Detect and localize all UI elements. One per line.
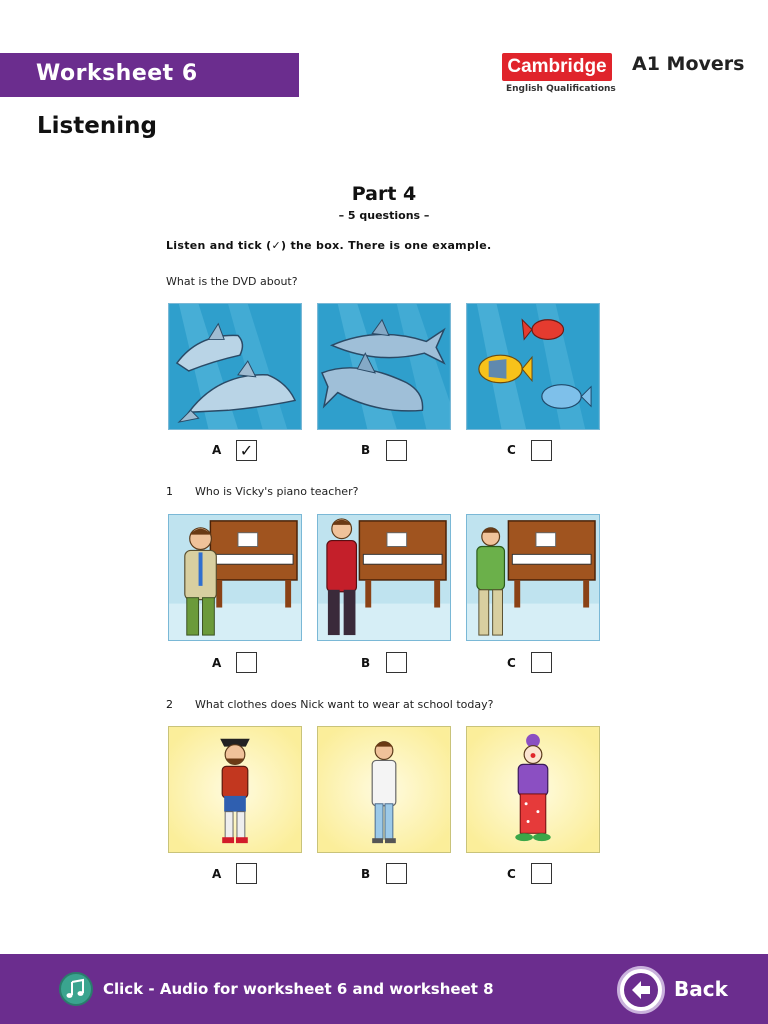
picture-dolphins	[168, 303, 302, 430]
question-2-text: What clothes does Nick want to wear at school today?	[195, 698, 494, 711]
answer-box-q1-c[interactable]	[531, 652, 552, 673]
picture-costume-b	[317, 726, 451, 853]
doctor-costume-illustration	[318, 727, 450, 852]
option-letter: A	[212, 443, 222, 457]
answer-box-q1-a[interactable]	[236, 652, 257, 673]
option-letter: A	[212, 867, 222, 881]
answer-box-example-a[interactable]: ✓	[236, 440, 257, 461]
question-number: 2	[166, 698, 173, 711]
piano-teacher-a-illustration	[169, 515, 301, 640]
picture-teacher-a	[168, 514, 302, 641]
exam-level: A1 Movers	[632, 53, 745, 75]
arrow-left-icon[interactable]	[617, 966, 665, 1014]
option-letter: B	[361, 656, 371, 670]
option-letter: A	[212, 656, 222, 670]
answer-box-q2-a[interactable]	[236, 863, 257, 884]
worksheet-banner	[0, 53, 299, 97]
option-letter: B	[361, 443, 371, 457]
answer-box-q2-b[interactable]	[386, 863, 407, 884]
music-note-icon[interactable]	[59, 972, 93, 1006]
option-letter: C	[507, 656, 516, 670]
part-title: Part 4	[351, 183, 417, 205]
cambridge-logo-subtitle: English Qualifications	[506, 84, 616, 94]
part-subtitle: – 5 questions –	[338, 209, 430, 222]
clown-costume-illustration	[467, 727, 599, 852]
picture-sharks	[317, 303, 451, 430]
arrow-left-glyph	[620, 969, 662, 1011]
question-1-text: Who is Vicky's piano teacher?	[195, 485, 359, 498]
picture-costume-c	[466, 726, 600, 853]
picture-costume-a	[168, 726, 302, 853]
answer-box-example-b[interactable]	[386, 440, 407, 461]
music-note-glyph	[61, 974, 91, 1004]
option-letter: C	[507, 867, 516, 881]
option-letter: B	[361, 867, 371, 881]
section-title: Listening	[37, 113, 157, 139]
picture-fish	[466, 303, 600, 430]
picture-teacher-c	[466, 514, 600, 641]
answer-box-example-c[interactable]	[531, 440, 552, 461]
answer-box-q2-c[interactable]	[531, 863, 552, 884]
question-number: 1	[166, 485, 173, 498]
pirate-costume-illustration	[169, 727, 301, 852]
fish-illustration	[467, 304, 599, 429]
answer-box-q1-b[interactable]	[386, 652, 407, 673]
cambridge-logo: Cambridge	[502, 53, 612, 81]
audio-link[interactable]: Click - Audio for worksheet 6 and worksheet 8	[103, 980, 494, 998]
example-question: What is the DVD about?	[166, 275, 298, 288]
sharks-illustration	[318, 304, 450, 429]
instruction-text: Listen and tick (✓) the box. There is one example.	[166, 239, 492, 252]
option-letter: C	[507, 443, 516, 457]
piano-teacher-b-illustration	[318, 515, 450, 640]
dolphins-illustration	[169, 304, 301, 429]
picture-teacher-b	[317, 514, 451, 641]
back-button[interactable]: Back	[674, 977, 728, 1001]
worksheet-title: Worksheet 6	[36, 61, 198, 86]
piano-teacher-c-illustration	[467, 515, 599, 640]
